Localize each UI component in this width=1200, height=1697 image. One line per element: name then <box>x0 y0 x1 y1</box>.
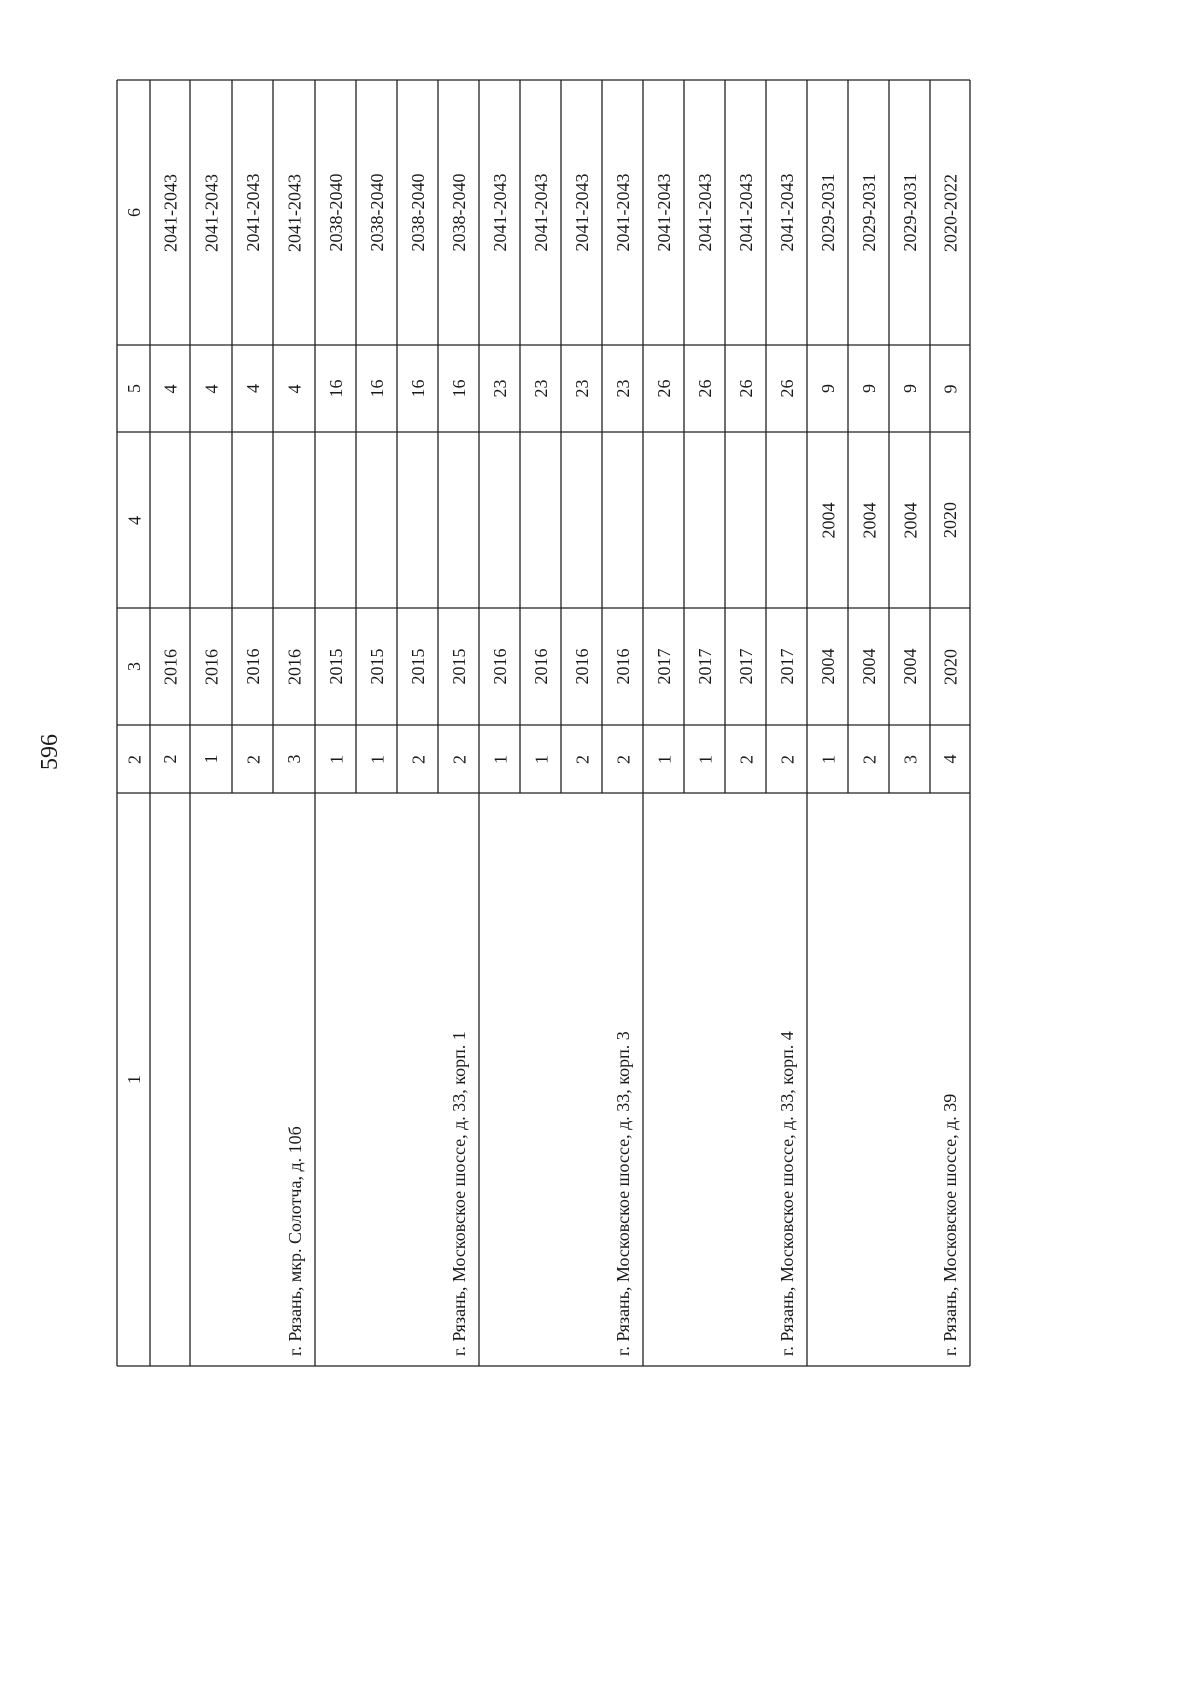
table-cell: 2 <box>612 754 633 764</box>
table-cell: 2038-2040 <box>325 173 346 252</box>
table-cell: 2015 <box>325 648 346 685</box>
table-cell: 2016 <box>571 648 592 685</box>
table-cell: 2004 <box>817 502 838 538</box>
table-cell: 2004 <box>899 648 920 685</box>
table-cell: 2004 <box>858 502 879 538</box>
table-cell: 9 <box>817 384 838 393</box>
table-cell <box>602 432 643 608</box>
table-cell: 2029-2031 <box>899 173 920 252</box>
table-cell: 2 <box>776 754 797 764</box>
table-cell: 9 <box>940 384 960 393</box>
table-cell: 2041-2043 <box>489 173 510 252</box>
table-cell: 2038-2040 <box>366 173 387 252</box>
table-cell: 1 <box>653 754 674 764</box>
table-cell: 2 <box>735 754 756 764</box>
table-cell <box>479 432 520 608</box>
table-cell: 4 <box>201 384 221 393</box>
table-cell: 2029-2031 <box>817 173 838 252</box>
table-cell: 26 <box>776 379 797 398</box>
column-header: 2 <box>123 754 144 764</box>
table-cell: 2038-2040 <box>448 173 469 252</box>
table-cell: 2041-2043 <box>284 173 304 252</box>
table-cell: 2004 <box>899 502 920 538</box>
table-cell: 2 <box>407 754 428 764</box>
table-cell: 1 <box>530 754 551 764</box>
table-cell: 4 <box>160 384 180 393</box>
table-cell: 16 <box>366 379 387 398</box>
table-cell: 2004 <box>858 648 879 685</box>
table-cell: 2041-2043 <box>735 173 756 252</box>
table-cell: 2016 <box>530 648 551 685</box>
table-cell: 2020-2022 <box>940 173 960 252</box>
table-cell: 2017 <box>694 648 715 685</box>
column-header: 3 <box>123 662 144 671</box>
table-cell <box>766 432 807 608</box>
table-cell <box>273 432 315 608</box>
table-cell <box>397 432 438 608</box>
table-cell: 9 <box>899 384 920 393</box>
table-cell: 2041-2043 <box>160 173 180 252</box>
table-cell: 2016 <box>160 648 180 685</box>
table-cell: 9 <box>858 384 879 393</box>
table-cell <box>356 432 397 608</box>
table-cell: 2016 <box>284 648 304 685</box>
table-cell: 2041-2043 <box>242 173 263 252</box>
address-cell: г. Рязань, мкр. Солотча, д. 10б <box>284 1126 305 1356</box>
table-cell: 2038-2040 <box>407 173 428 252</box>
table-cell: 2 <box>242 754 263 764</box>
table-cell: 1 <box>366 754 387 764</box>
table-cell <box>150 432 190 608</box>
table-cell <box>561 432 602 608</box>
table-cell: 16 <box>325 379 346 398</box>
table-cell <box>643 432 684 608</box>
table-cell: 23 <box>612 379 633 398</box>
table-cell: 4 <box>940 754 960 764</box>
table-cell: 2016 <box>489 648 510 685</box>
table-cell: 1 <box>325 754 346 764</box>
table-cell: 16 <box>407 379 428 398</box>
table-cell: 2015 <box>448 648 469 685</box>
table-cell: 1 <box>817 754 838 764</box>
table-cell: 2041-2043 <box>776 173 797 252</box>
table-cell: 2017 <box>653 648 674 685</box>
table-cell: 3 <box>284 754 304 764</box>
table-cell <box>725 432 766 608</box>
table-cell: 2 <box>160 754 180 764</box>
table-cell: 2041-2043 <box>530 173 551 252</box>
table-cell <box>232 432 273 608</box>
table-cell: 1 <box>489 754 510 764</box>
address-cell: г. Рязань, Московское шоссе, д. 39 <box>939 1093 960 1356</box>
table-cell: 2016 <box>201 648 221 685</box>
table-cell: 23 <box>489 379 510 398</box>
address-cell <box>149 793 190 1366</box>
table-cell: 1 <box>201 754 221 764</box>
column-header: 5 <box>123 384 144 393</box>
table-cell <box>438 432 479 608</box>
table-cell: 23 <box>530 379 551 398</box>
table-cell: 2017 <box>776 648 797 685</box>
table-cell <box>520 432 561 608</box>
table-cell: 1 <box>694 754 715 764</box>
table-cell: 26 <box>694 379 715 398</box>
table-cell: 2 <box>448 754 469 764</box>
table-cell: 2041-2043 <box>201 173 221 252</box>
column-header: 6 <box>123 208 144 217</box>
table-cell: 2004 <box>817 648 838 685</box>
table-cell: 2015 <box>366 648 387 685</box>
column-header: 1 <box>123 1075 144 1084</box>
table-cell: 3 <box>899 754 920 764</box>
table-cell: 2016 <box>612 648 633 685</box>
table-cell: 2041-2043 <box>653 173 674 252</box>
table-cell <box>190 432 232 608</box>
table-cell: 2016 <box>242 648 263 685</box>
table-cell: 16 <box>448 379 469 398</box>
address-cell: г. Рязань, Московское шоссе, д. 33, корп. 4 <box>776 1031 797 1356</box>
table-cell: 26 <box>653 379 674 398</box>
table-cell: 2020 <box>940 502 960 538</box>
table-cell: 2041-2043 <box>571 173 592 252</box>
address-cell: г. Рязань, Московское шоссе, д. 33, корп. 3 <box>612 1031 633 1356</box>
address-cell: г. Рязань, Московское шоссе, д. 33, корп. 1 <box>448 1031 469 1356</box>
table-cell: 2 <box>858 754 879 764</box>
table-cell: 23 <box>571 379 592 398</box>
table-cell: 2041-2043 <box>694 173 715 252</box>
table-cell: 2041-2043 <box>612 173 633 252</box>
table-cell: 4 <box>284 384 304 393</box>
table-cell: 26 <box>735 379 756 398</box>
table-cell: 2020 <box>940 648 960 685</box>
column-header: 4 <box>123 515 144 525</box>
table-cell: 2 <box>571 754 592 764</box>
table-cell <box>684 432 725 608</box>
table-cell: 2015 <box>407 648 428 685</box>
table-cell <box>315 432 356 608</box>
page-number: 596 <box>37 734 63 770</box>
table-cell: 4 <box>242 384 263 393</box>
table-cell: 2029-2031 <box>858 173 879 252</box>
table-cell: 2017 <box>735 648 756 685</box>
